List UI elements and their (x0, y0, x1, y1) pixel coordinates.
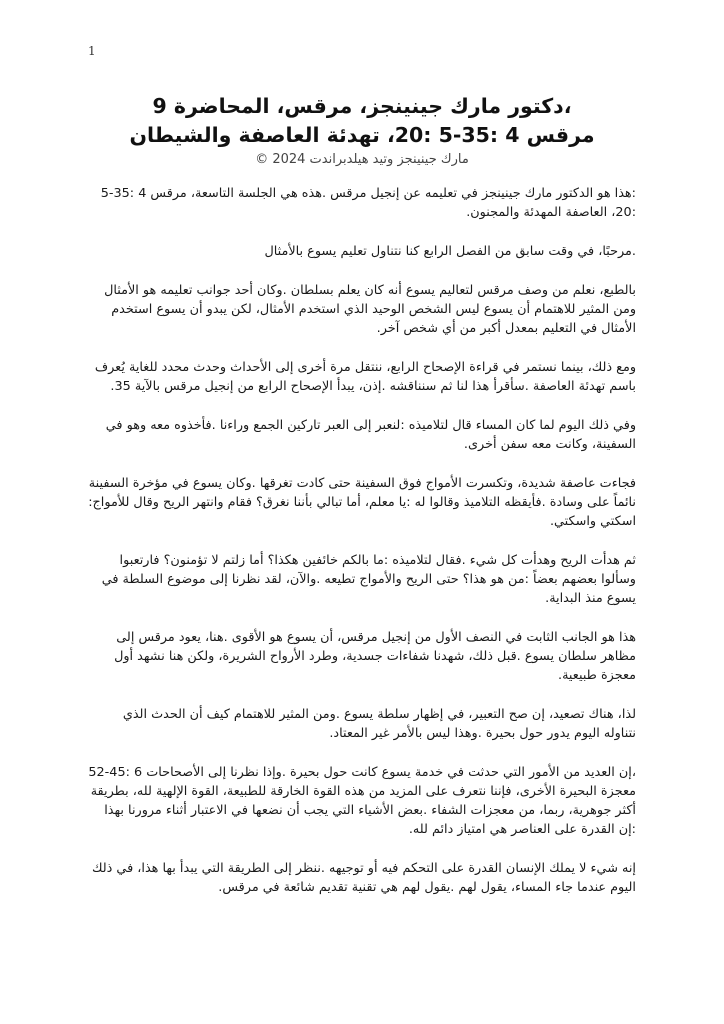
paragraph: ثم هدأت الريح وهدأت كل شيء .فقال لتلاميذه :ما بالكم خائفين هكذا؟ أما زلتم لا تؤمنون؟ فارتعبوا وسألوا بعضهم بعضاً :من هو هذا؟ حتى الريح والأمواج تطيعه .والآن، لقد نظرنا إلى موضوع السلطة في يسوع منذ البداية. (101, 553, 636, 606)
paragraph: .مرحبًا، في وقت سابق من الفصل الرابع كنا نتناول تعليم يسوع بالأمثال (264, 244, 636, 259)
paragraph: ومع ذلك، بينما نستمر في قراءة الإصحاح الرابع، ننتقل مرة أخرى إلى الأحداث وحدث محدد للغاية يُعرف باسم تهدئة العاصفة .سأقرأ هذا لنا ثم سنناقشه .إذن، يبدأ الإصحاح الرابع من إنجيل مرقس بالآية 35. (94, 360, 636, 394)
page-number: 1 (88, 44, 96, 58)
paragraph: ،إن العديد من الأمور التي حدثت في خدمة يسوع كانت حول بحيرة .وإذا نظرنا إلى الأصحاحات 6 :45-52 معجزة البحيرة الأخرى، فإننا نتعرف على المزيد من هذه القوة الخارقة للطبيعة، القوة الإلهية لله، بطريقة أكثر جوهرية، ربما، من معجزات الشفاء .بعض الأشياء التي يجب أن نضعها في الاعتبار أثناء مرورنا بهذا :إن القدرة على العناصر هي امتياز دائم لله. (88, 765, 636, 837)
title-line-1: ،دكتور مارك جينينجز، مرقس، المحاضرة 9 (152, 94, 572, 118)
paragraph: :هذا هو الدكتور مارك جينينجز في تعليمه عن إنجيل مرقس .هذه هي الجلسة التاسعة، مرقس 4 :35-5 :20، العاصفة المهدئة والمجنون. (100, 186, 636, 220)
copyright-line: مارك جينينجز وتيد هيلدبراندت 2024 © (255, 152, 469, 167)
title-line-2: مرقس 4 :35-5 :20، تهدئة العاصفة والشيطان (129, 123, 595, 147)
paragraph: إنه شيء لا يملك الإنسان القدرة على التحكم فيه أو توجيهه .ننظر إلى الطريقة التي يبدأ بها هذا، في ذلك اليوم عندما جاء المساء، يقول لهم .يقول لهم هي تقنية تقديم شائعة في مرقس. (91, 861, 636, 895)
paragraph: هذا هو الجانب الثابت في النصف الأول من إنجيل مرقس، أن يسوع هو الأقوى .هنا، يعود مرقس إلى مظاهر سلطان يسوع .قبل ذلك، شهدنا شفاءات جسدية، وطرد الأرواح الشريرة، ولكن هنا نشهد أول معجزة طبيعية. (114, 630, 636, 683)
paragraph: لذا، هناك تصعيد، إن صح التعبير، في إظهار سلطة يسوع .ومن المثير للاهتمام كيف أن الحدث الذي نتناوله اليوم يدور حول بحيرة .وهذا ليس بالأمر غير المعتاد. (122, 707, 636, 741)
document-body (88, 184, 636, 917)
title-block (88, 92, 636, 169)
paragraph: فجاءت عاصفة شديدة، وتكسرت الأمواج فوق السفينة حتى كادت تغرقها .وكان يسوع في مؤخرة السفينة نائماً على وسادة .فأيقظه التلاميذ وقالوا له :يا معلم، أما تبالي بأننا نغرق؟ فقام وانتهر الريح وقال للأمواج: اسكتي واسكتي. (88, 476, 636, 529)
paragraph: وفي ذلك اليوم لما كان المساء قال لتلاميذه :لنعبر إلى العبر تاركين الجمع وراءنا .فأخذوه معه وهو في السفينة، وكانت معه سفن أخرى. (105, 418, 636, 452)
paragraph: بالطبع، نعلم من وصف مرقس لتعاليم يسوع أنه كان يعلم بسلطان .وكان أحد جوانب تعليمه هو الأمثال ومن المثير للاهتمام أن يسوع ليس الشخص الوحيد الذي استخدم الأمثال، لكن يبدو أن يسوع استخدم الأمثال في التعليم بمعدل أكبر من أي شخص آخر. (104, 283, 636, 336)
